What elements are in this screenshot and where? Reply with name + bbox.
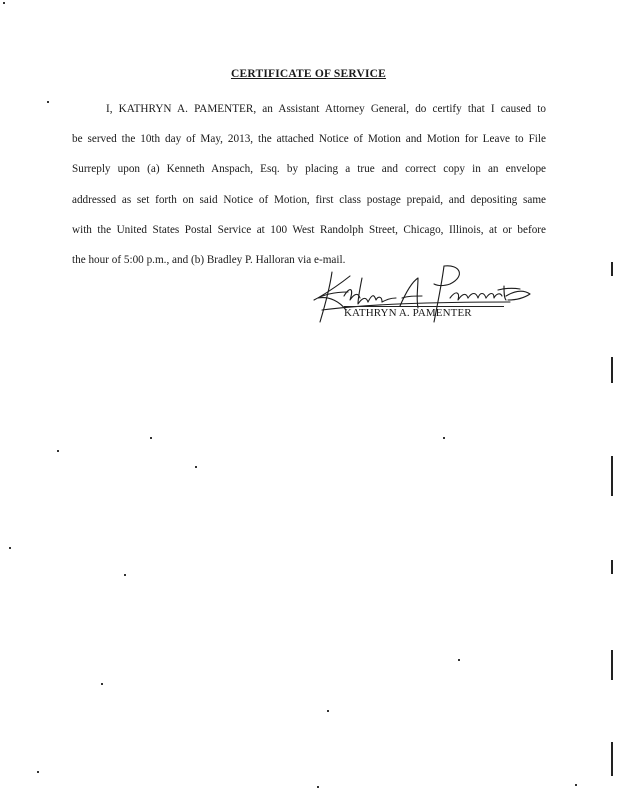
scan-speck [101,683,103,685]
body-line-6: the hour of 5:00 p.m., and (b) Bradley P. Halloran via e-mail. [72,254,346,267]
scan-speck [458,659,460,661]
body-line-2: be served the 10th day of May, 2013, the attached Notice of Motion and Motion for Leave to File [72,133,546,146]
scan-speck [124,574,126,576]
scan-speck [57,450,59,452]
body-line-4: addressed as set forth on said Notice of Motion, first class postage prepaid, and depositing same [72,193,546,206]
certificate-body [72,94,546,275]
body-line-3: Surreply upon (a) Kenneth Anspach, Esq. by placing a true and correct copy in an envelope [72,163,546,176]
document-title: CERTIFICATE OF SERVICE [230,68,387,80]
edge-scan-mark [611,357,613,383]
body-line-5: with the United States Postal Service at 100 West Randolph Street, Chicago, Illinois, at or before [72,223,546,236]
signature-block [310,258,540,328]
edge-scan-mark [611,742,613,776]
edge-scan-mark [611,560,613,574]
scan-speck [575,784,577,786]
scan-speck [37,771,39,773]
scan-speck [150,437,152,439]
edge-scan-mark [611,262,613,276]
scan-speck [3,2,5,4]
body-line-1: I, KATHRYN A. PAMENTER, an Assistant Attorney General, do certify that I caused to [106,103,546,115]
scan-speck [327,710,329,712]
scan-speck [47,101,49,103]
edge-scan-mark [611,456,613,496]
scan-speck [195,466,197,468]
scan-speck [9,547,11,549]
signer-printed-name: KATHRYN A. PAMENTER [344,307,472,319]
scan-speck [317,786,319,788]
edge-scan-mark [611,650,613,680]
scan-speck [443,437,445,439]
